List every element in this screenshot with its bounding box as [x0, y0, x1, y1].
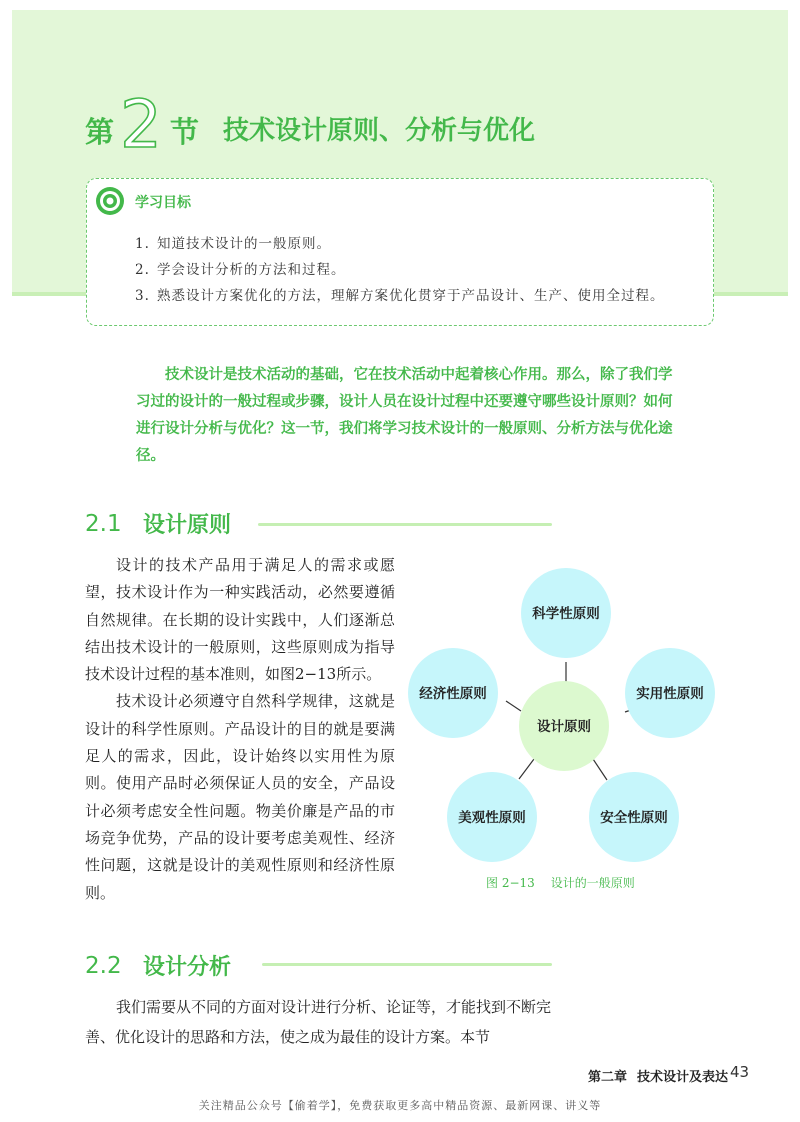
chapter-label: 第二章 [588, 1070, 628, 1085]
connector-line [519, 759, 534, 779]
design-principles-diagram [408, 566, 718, 866]
footer-watermark-note: 关注精品公众号【偷着学】，免费获取更多高中精品资源、最新网课、讲义等 [198, 1099, 602, 1112]
subsection-heading-2-2 [85, 950, 231, 981]
section-2-2-body [85, 992, 565, 1052]
learning-goals-list [135, 234, 665, 312]
section-2-1-body [85, 552, 395, 907]
goal-item [135, 234, 665, 260]
intro-paragraph [136, 362, 680, 470]
goal-text: 知道技术设计的一般原则。 [157, 236, 331, 252]
subsection-rule [262, 963, 552, 966]
footer-chapter [588, 1066, 728, 1085]
node-label-economic: 经济性原则 [419, 686, 487, 702]
intro-text: 技术设计是技术活动的基础，它在技术活动中起着核心作用。那么，除了我们学习过的设计的一般过程或步骤，设计人员在设计过程中还要遵守哪些设计原则？如何进行设计分析与优化？这一节，我们将学习技术设计的一般原则、分析方法与优化途径。 [136, 367, 673, 464]
subsection-rule [258, 523, 552, 526]
goal-item [135, 260, 665, 286]
paragraph: 技术设计必须遵守自然科学规律，这就是设计的科学性原则。产品设计的目的就是要满足人的需求，因此，设计始终以实用性为原则。使用产品时必须保证人员的安全，产品设计必须考虑安全性问题。物美价廉是产品的市场竞争优势，产品的设计要考虑美观性、经济性问题，这就是设计的美观性原则和经济性原则。 [85, 692, 395, 902]
section-title [85, 78, 536, 163]
section-heading: 技术设计原则、分析与优化 [223, 116, 536, 146]
section-number: 2 [120, 86, 163, 163]
goal-number: 3. [135, 288, 150, 304]
goal-number: 2. [135, 262, 150, 278]
paragraph: 设计的技术产品用于满足人的需求或愿望，技术设计作为一种实践活动，必然要遵循自然规律。在长期的设计实践中，人们逐渐总结出技术设计的一般原则，这些原则成为指导技术设计过程的基本准则，如图2−13所示。 [85, 556, 395, 684]
subsection-title: 设计原则 [143, 513, 232, 538]
chapter-title: 技术设计及表达 [637, 1070, 729, 1085]
figure-number: 图 2−13 [486, 876, 535, 890]
node-label-practical: 实用性原则 [636, 686, 704, 702]
goal-text: 熟悉设计方案优化的方法，理解方案优化贯穿于产品设计、生产、使用全过程。 [157, 288, 665, 304]
goal-item [135, 286, 665, 312]
subsection-heading-2-1 [85, 508, 231, 539]
goal-number: 1. [135, 236, 150, 252]
goal-text: 学会设计分析的方法和过程。 [157, 262, 346, 278]
connector-line [593, 759, 607, 780]
figure-caption-text: 设计的一般原则 [550, 876, 635, 890]
subsection-number: 2.2 [85, 952, 122, 979]
learning-goals-box [86, 178, 714, 326]
subsection-number: 2.1 [85, 510, 122, 537]
target-icon [95, 186, 125, 216]
paragraph: 我们需要从不同的方面对设计进行分析、论证等，才能找到不断完善、优化设计的思路和方法，使之成为最佳的设计方案。本节 [85, 998, 552, 1046]
connector-line [506, 701, 521, 711]
learning-goals-title: 学习目标 [135, 195, 191, 211]
figure-caption [486, 874, 635, 891]
node-label-scientific: 科学性原则 [532, 606, 600, 622]
section-prefix: 第 [85, 115, 115, 149]
section-suffix: 节 [170, 115, 200, 149]
node-label-safety: 安全性原则 [600, 810, 668, 826]
center-node-label: 设计原则 [537, 719, 591, 735]
page-number: 43 [730, 1063, 750, 1081]
node-label-aesthetic: 美观性原则 [458, 810, 526, 826]
subsection-title: 设计分析 [143, 955, 232, 980]
